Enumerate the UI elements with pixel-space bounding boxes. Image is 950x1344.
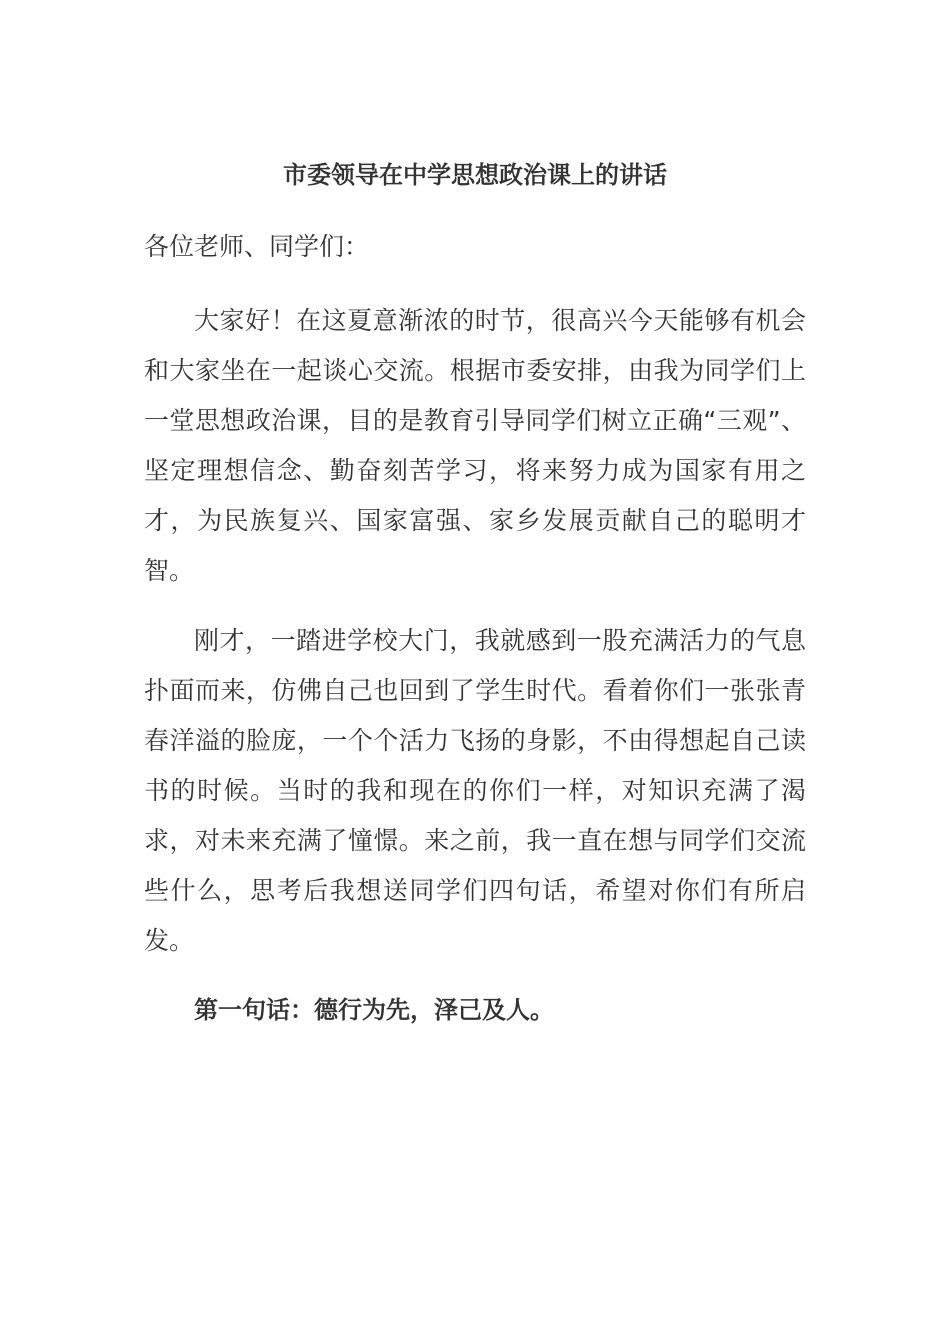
section-heading: 第一句话：德行为先，泽己及人。 — [194, 996, 554, 1024]
document-title: 市委领导在中学思想政治课上的讲话 — [283, 161, 667, 189]
paragraph-1: 大家好！在这夏意渐浓的时节，很高兴今天能够有机会和大家坐在一起谈心交流。根据市委安排，由我为同学们上一堂思想政治课，目的是教育引导同学们树立正确“三观”、坚定理想信念、勤奋刻苦学习，将来努力成为国家有用之才，为民族复兴、国家富强、家乡发展贡献自己的聪明才智。 — [144, 306, 806, 585]
salutation: 各位老师、同学们： — [144, 232, 370, 261]
paragraph-2: 刚才，一踏进学校大门，我就感到一股充满活力的气息扑面而来，仿佛自己也回到了学生时代。看着你们一张张青春洋溢的脸庞，一个个活力飞扬的身影，不由得想起自己读书的时候。当时的我和现在的你们一样，对知识充满了渴求，对未来充满了憧憬。来之前，我一直在想与同学们交流些什么，思考后我想送同学们四句话，希望对你们有所启发。 — [144, 626, 806, 955]
